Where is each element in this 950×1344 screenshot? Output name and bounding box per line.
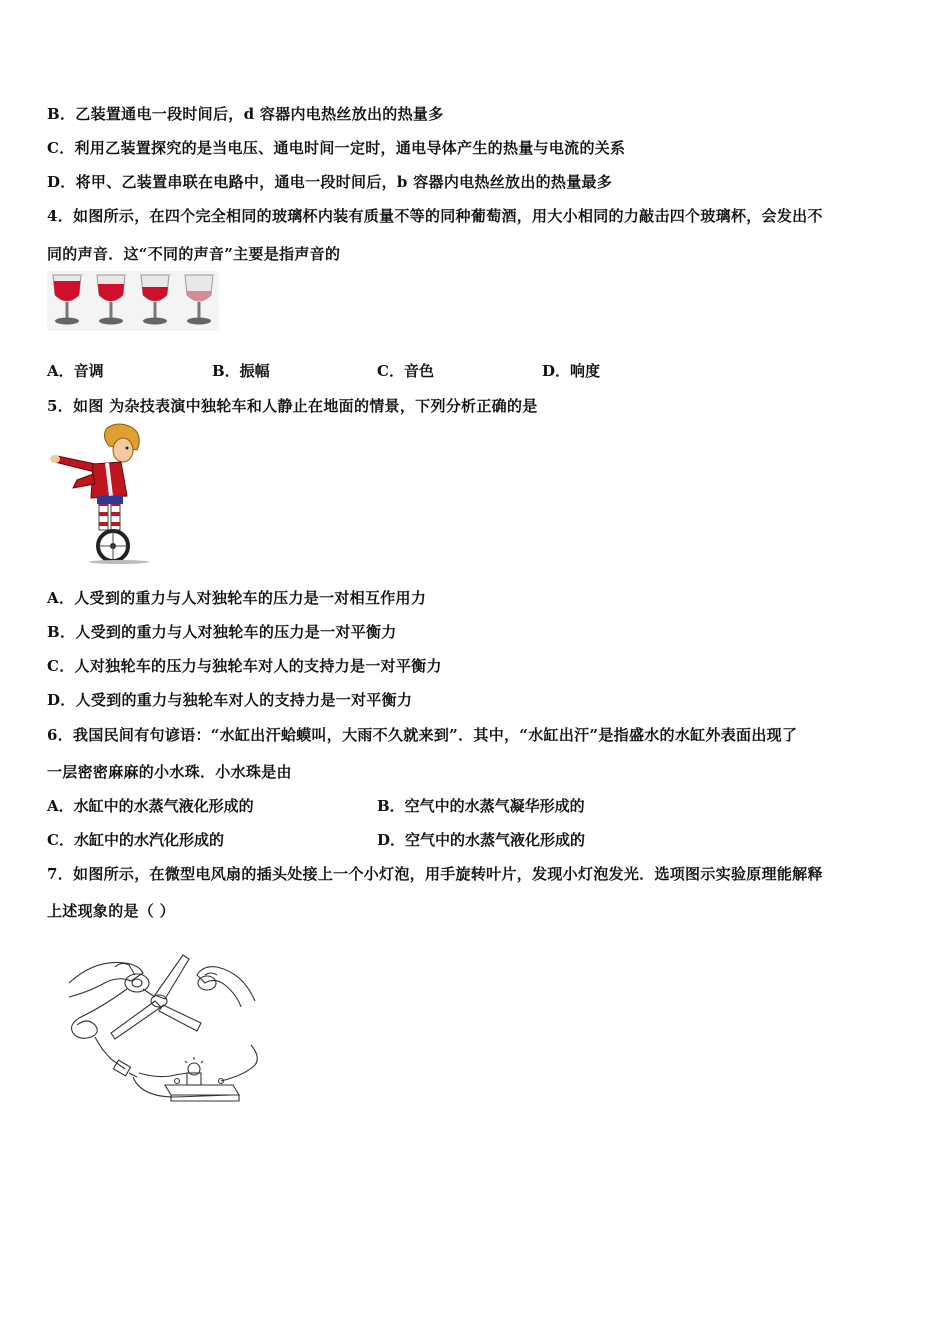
q4-option-c: C．音色: [377, 362, 434, 380]
unicycle-performer-figure: [47, 422, 152, 564]
q6-option-a: A．水缸中的水蒸气液化形成的: [47, 797, 254, 815]
q4-option-b: B．振幅: [212, 362, 270, 380]
q7-stem-line2: 上述现象的是（ ）: [47, 902, 175, 920]
q5-option-c: C．人对独轮车的压力与独轮车对人的支持力是一对平衡力: [47, 657, 442, 675]
q5-option-d: D．人受到的重力与独轮车对人的支持力是一对平衡力: [47, 691, 413, 709]
q6-option-d: D．空气中的水蒸气液化形成的: [377, 831, 586, 849]
q5-stem: 5．如图 为杂技表演中独轮车和人静止在地面的情景，下列分析正确的是: [47, 397, 538, 415]
q4-stem-line2: 同的声音．这“不同的声音”主要是指声音的: [47, 245, 341, 263]
q6-option-c: C．水缸中的水汽化形成的: [47, 831, 224, 849]
q3-option-b: B．乙装置通电一段时间后，d 容器内电热丝放出的热量多: [47, 105, 444, 123]
q4-option-d: D．响度: [542, 362, 601, 380]
q6-stem-line1: 6．我国民间有句谚语：“水缸出汗蛤蟆叫，大雨不久就来到”．其中，“水缸出汗”是指盛水的水缸外表面出现了: [47, 726, 798, 744]
fan-and-bulb-figure: [55, 945, 267, 1105]
q5-option-a: A．人受到的重力与人对独轮车的压力是一对相互作用力: [47, 589, 427, 607]
q3-option-d: D．将甲、乙装置串联在电路中，通电一段时间后，b 容器内电热丝放出的热量最多: [47, 173, 613, 191]
wine-glasses-figure: [47, 271, 219, 331]
q4-option-a: A．音调: [47, 362, 104, 380]
q3-option-c: C．利用乙装置探究的是当电压、通电时间一定时，通电导体产生的热量与电流的关系: [47, 139, 626, 157]
q6-stem-line2: 一层密密麻麻的小水珠．小水珠是由: [47, 763, 292, 781]
q7-stem-line1: 7．如图所示，在微型电风扇的插头处接上一个小灯泡，用手旋转叶片，发现小灯泡发光．选项图示实验原理能解释: [47, 865, 823, 883]
q6-option-b: B．空气中的水蒸气凝华形成的: [377, 797, 585, 815]
q5-option-b: B．人受到的重力与人对独轮车的压力是一对平衡力: [47, 623, 397, 641]
q4-stem-line1: 4．如图所示，在四个完全相同的玻璃杯内装有质量不等的同种葡萄酒，用大小相同的力敲击四个玻璃杯，会发出不: [47, 207, 823, 225]
